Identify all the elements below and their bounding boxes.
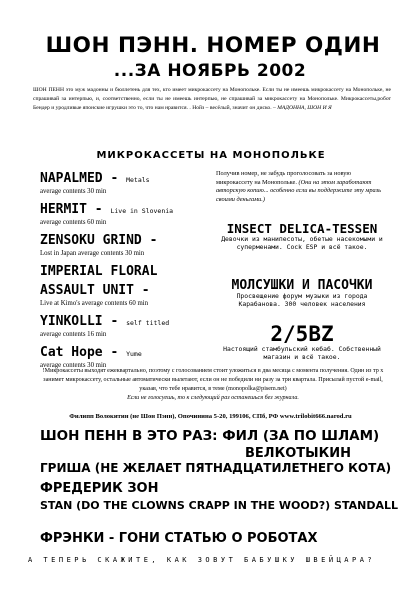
vote-instructions <box>216 170 386 204</box>
tape-name: Cat Hope <box>40 345 103 360</box>
tape-meta: average contents 60 min <box>40 219 107 226</box>
credits-line: ГРИША (НЕ ЖЕЛАЕТ ПЯТНАДЦАТИЛЕТНЕГО КОТА) <box>40 461 392 475</box>
vote-italic-text: (Они на этом заработают авторскую копию... особенно если вы поддержите эту мразь своими деньгами.) <box>216 178 381 203</box>
tape-meta: Live at Kimo's average contents 60 min <box>40 300 149 307</box>
tape-meta: average contents 30 min <box>40 362 107 369</box>
tape-name: ZENSOKU GRIND <box>40 233 142 248</box>
right-tape-name: МОЛСУШКИ И ПАСОЧКИ <box>231 278 373 293</box>
right-tape-name: 2/5BZ <box>270 322 334 346</box>
tape-title: Live in Slovenia <box>110 207 174 215</box>
contact-address: Филипп Волокитин (не Шон Пэнн), Опочинина 5-20, 199106, СПб, РФ www.trilobit666.narod.ru <box>69 413 352 420</box>
tape-title: Yume <box>126 350 142 358</box>
tape-item <box>40 229 206 260</box>
issue-date-title: ...ЗА НОЯБРЬ 2002 <box>113 61 307 81</box>
tape-item <box>40 167 206 198</box>
tape-item <box>40 198 206 229</box>
right-tape-item <box>216 279 388 308</box>
notice-italic: Если не голосуешь, то к следующий раз останешься без журнала. <box>127 395 299 401</box>
tape-title: Metals <box>126 176 150 184</box>
right-tape-desc: Просвещение форум музыки из города Карабанова. 300 человек населения <box>236 292 368 308</box>
tape-name: NAPALMED <box>40 171 103 186</box>
footer-question: А ТЕПЕРЬ СКАЖИТЕ, КАК ЗОВУТ БАБУШКУ ШВЕЙЦАРА? <box>28 556 376 564</box>
tape-name: IMPERIAL FLORAL ASSAULT UNIT <box>40 264 158 298</box>
tape-meta: Lost in Japan average contents 30 min <box>40 250 145 257</box>
credits-line: ФРЕДЕРИК ЗОН <box>40 481 159 496</box>
left-tape-list <box>40 167 206 372</box>
credits-line: ФРЭНКИ - ГОНИ СТАТЬЮ О РОБОТАХ <box>40 531 318 546</box>
right-tape-name: INSECT DELICA-TESSEN <box>226 221 378 236</box>
right-tape-item <box>216 222 388 251</box>
tape-dash: - <box>102 314 127 329</box>
tape-dash: - <box>141 233 158 248</box>
tape-item <box>40 310 206 341</box>
credits-line: ШОН ПЕНН В ЭТО РАЗ: ФИЛ (ЗА ПО ШЛАМ) <box>40 428 380 444</box>
right-tape-desc: Девочки из манипесоты, обетые насекомыми и суперменами. Cock ESP и всё такое. <box>221 235 383 251</box>
tape-dash: - <box>102 345 127 360</box>
tape-name: HERMIT <box>40 202 87 217</box>
credits-line: STAN (DO THE CLOWNS CRAPP IN THE WOOD?) STANDALL <box>40 499 398 512</box>
intro-signature: – МАДОННА, ШОН И Я <box>273 105 332 111</box>
tape-item <box>40 260 206 310</box>
tape-title: self titled <box>126 319 170 327</box>
page-title: ШОН ПЭНН. НОМЕР ОДИН <box>45 33 381 58</box>
credits-line: ВЕЛКОТЫКИН <box>245 446 351 461</box>
intro-paragraph <box>33 86 391 113</box>
tape-name: YINKOLLI <box>40 314 103 329</box>
tape-dash: - <box>133 283 150 298</box>
tape-dash: - <box>102 171 127 186</box>
section-heading: МИКРОКАССЕТЫ НА МОНОПОЛЬКЕ <box>96 150 326 161</box>
tape-meta: average contents 30 min <box>40 188 107 195</box>
tape-dash: - <box>86 202 111 217</box>
notice-text: !Микрокассеты выходят ежеквартально, поэтому с голосованием стоит уложиться в два месяца с момента получения. Один из тр х занимет микрокассету, остальные автоматически вылетают, если он не победили ни разу за три квартала. Присылай пустой e-mail, указав, что тебе нравится, в теме (monopolka@pisem.net) <box>42 368 384 392</box>
voting-notice <box>40 367 386 403</box>
intro-text: ШОН ПЕНН это муж мадонны и бюллетень для тех, кто имеет микрокассету на Монопольке. Если ты не имеешь микрокассету на Монопольке, не спрашивай за интерпью, и, соответственно, если ты не имеешь интерпью, не спрашивай за микрокассету на Монопольке. Микрокассеты,робот Бендер и уродливые японские игрушки это то, что нам нравится. . Нойз – весёлый, значит он диско. <box>33 87 391 111</box>
vote-text: Получив номер, не забудь проголосовать за новую микрокассету на Монопольке. <box>216 170 352 186</box>
right-tape-item <box>216 323 388 361</box>
tape-meta: average contents 16 min <box>40 331 107 338</box>
right-tape-desc: Настоящий стамбульский кебаб. Собственный магазин и всё такое. <box>223 345 381 361</box>
